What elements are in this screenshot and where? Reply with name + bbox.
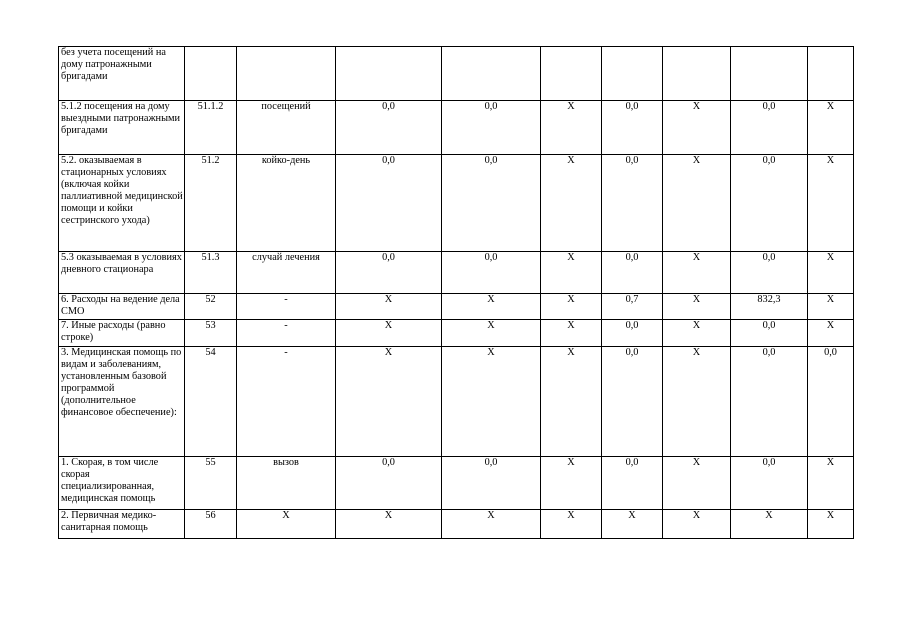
row-code-cell: 55 bbox=[185, 457, 237, 510]
row-value-cell: X bbox=[808, 320, 854, 347]
row-value-cell: X bbox=[541, 294, 602, 320]
row-value-cell: X bbox=[663, 457, 731, 510]
row-name-cell: без учета посещений на дому патронажными бригадами bbox=[59, 47, 185, 101]
row-value-cell: 0,0 bbox=[731, 347, 808, 457]
row-name-cell: 1. Скорая, в том числе скорая специализированная, медицинская помощь bbox=[59, 457, 185, 510]
row-value-cell: 0,0 bbox=[336, 252, 442, 294]
row-name-cell: 3. Медицинская помощь по видам и заболеваниям, установленным базовой программой (дополнительное финансовое обеспечение): bbox=[59, 347, 185, 457]
row-code-cell: 51.3 bbox=[185, 252, 237, 294]
row-value-cell: 0,0 bbox=[602, 252, 663, 294]
row-value-cell: X bbox=[808, 252, 854, 294]
row-value-cell: X bbox=[663, 294, 731, 320]
row-value-cell: 0,0 bbox=[442, 252, 541, 294]
row-value-cell bbox=[442, 47, 541, 101]
row-unit-cell: - bbox=[237, 347, 336, 457]
row-value-cell: 0,0 bbox=[602, 347, 663, 457]
row-code-cell bbox=[185, 47, 237, 101]
row-value-cell: X bbox=[731, 510, 808, 539]
row-value-cell: X bbox=[541, 155, 602, 252]
row-value-cell: 0,0 bbox=[731, 252, 808, 294]
row-value-cell: X bbox=[336, 510, 442, 539]
row-value-cell: X bbox=[663, 320, 731, 347]
row-name-cell: 5.2. оказываемая в стационарных условиях (включая койки паллиативной медицинской помощи и койки сестринского ухода) bbox=[59, 155, 185, 252]
row-value-cell: X bbox=[808, 155, 854, 252]
table-row bbox=[59, 457, 854, 510]
row-code-cell: 53 bbox=[185, 320, 237, 347]
row-name-cell: 6. Расходы на ведение дела СМО bbox=[59, 294, 185, 320]
row-value-cell: X bbox=[663, 347, 731, 457]
row-value-cell bbox=[336, 47, 442, 101]
row-value-cell bbox=[602, 47, 663, 101]
row-value-cell: 0,0 bbox=[731, 457, 808, 510]
table-row bbox=[59, 155, 854, 252]
table-row bbox=[59, 347, 854, 457]
row-unit-cell bbox=[237, 47, 336, 101]
row-value-cell: X bbox=[336, 320, 442, 347]
row-value-cell: 0,0 bbox=[336, 155, 442, 252]
row-name-cell: 5.3 оказываемая в условиях дневного стационара bbox=[59, 252, 185, 294]
data-table bbox=[58, 46, 854, 539]
row-value-cell: X bbox=[336, 294, 442, 320]
row-value-cell: X bbox=[663, 101, 731, 155]
row-value-cell: X bbox=[336, 347, 442, 457]
row-value-cell: X bbox=[442, 294, 541, 320]
row-value-cell: X bbox=[663, 155, 731, 252]
row-value-cell: 0,0 bbox=[602, 101, 663, 155]
table-row bbox=[59, 320, 854, 347]
row-value-cell: X bbox=[541, 320, 602, 347]
row-value-cell: X bbox=[663, 252, 731, 294]
row-value-cell: X bbox=[442, 347, 541, 457]
row-value-cell: 0,0 bbox=[808, 347, 854, 457]
row-value-cell: 0,0 bbox=[731, 155, 808, 252]
row-value-cell: 0,0 bbox=[336, 101, 442, 155]
row-code-cell: 52 bbox=[185, 294, 237, 320]
row-value-cell: X bbox=[663, 510, 731, 539]
row-value-cell: X bbox=[808, 294, 854, 320]
row-value-cell: 0,0 bbox=[602, 155, 663, 252]
table-row bbox=[59, 47, 854, 101]
row-unit-cell: случай лечения bbox=[237, 252, 336, 294]
row-unit-cell: X bbox=[237, 510, 336, 539]
row-unit-cell: - bbox=[237, 294, 336, 320]
row-value-cell: X bbox=[808, 510, 854, 539]
table-row bbox=[59, 510, 854, 539]
row-name-cell: 2. Первичная медико-санитарная помощь bbox=[59, 510, 185, 539]
row-code-cell: 56 bbox=[185, 510, 237, 539]
row-value-cell: 0,0 bbox=[731, 320, 808, 347]
row-value-cell: X bbox=[541, 510, 602, 539]
table-row bbox=[59, 252, 854, 294]
row-value-cell: X bbox=[808, 101, 854, 155]
row-value-cell: 0,0 bbox=[731, 101, 808, 155]
row-value-cell: X bbox=[602, 510, 663, 539]
row-value-cell: 0,0 bbox=[442, 101, 541, 155]
row-value-cell: 0,0 bbox=[336, 457, 442, 510]
row-unit-cell: койко-день bbox=[237, 155, 336, 252]
row-value-cell bbox=[731, 47, 808, 101]
row-code-cell: 51.1.2 bbox=[185, 101, 237, 155]
row-value-cell: 832,3 bbox=[731, 294, 808, 320]
row-name-cell: 7. Иные расходы (равно строке) bbox=[59, 320, 185, 347]
row-value-cell: X bbox=[442, 320, 541, 347]
row-value-cell: X bbox=[541, 457, 602, 510]
row-value-cell: X bbox=[541, 101, 602, 155]
table-row bbox=[59, 101, 854, 155]
row-value-cell: 0,0 bbox=[602, 457, 663, 510]
row-code-cell: 51.2 bbox=[185, 155, 237, 252]
row-unit-cell: посещений bbox=[237, 101, 336, 155]
row-value-cell: X bbox=[541, 347, 602, 457]
row-value-cell: X bbox=[442, 510, 541, 539]
table-row bbox=[59, 294, 854, 320]
row-value-cell: 0,0 bbox=[442, 457, 541, 510]
row-unit-cell: вызов bbox=[237, 457, 336, 510]
row-value-cell bbox=[541, 47, 602, 101]
row-value-cell: 0,0 bbox=[602, 320, 663, 347]
row-value-cell: X bbox=[541, 252, 602, 294]
row-value-cell: X bbox=[808, 457, 854, 510]
row-value-cell bbox=[808, 47, 854, 101]
row-unit-cell: - bbox=[237, 320, 336, 347]
row-value-cell: 0,7 bbox=[602, 294, 663, 320]
row-name-cell: 5.1.2 посещения на дому выездными патронажными бригадами bbox=[59, 101, 185, 155]
row-value-cell bbox=[663, 47, 731, 101]
row-value-cell: 0,0 bbox=[442, 155, 541, 252]
row-code-cell: 54 bbox=[185, 347, 237, 457]
